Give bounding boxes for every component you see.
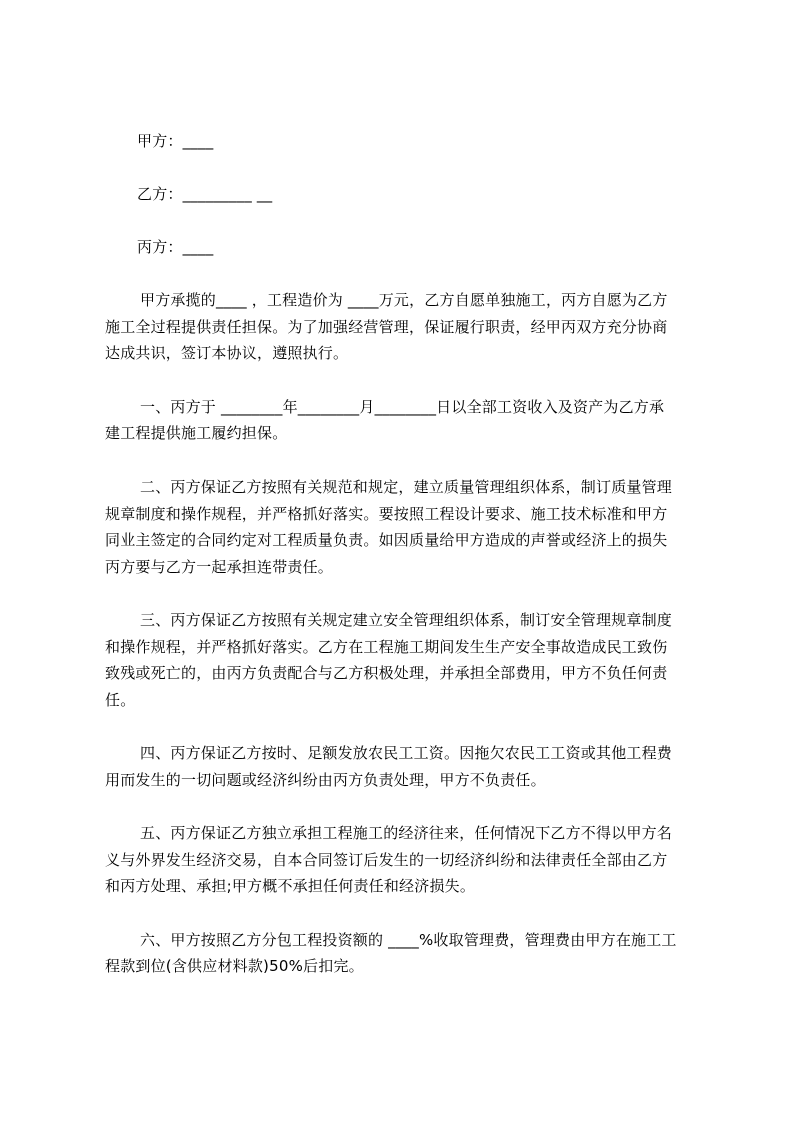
clause-5-line: 和丙方处理、承担;甲方概不承担任何责任和经济损失。: [105, 877, 476, 895]
clause-3-line: 和操作规程，并严格抓好落实。乙方在工程施工期间发生生产安全事故造成民工致伤: [105, 638, 668, 656]
paragraph-preamble-line: 施工全过程提供责任担保。为了加强经营管理，保证履行职责，经甲丙双方充分协商: [105, 318, 668, 336]
paragraph-preamble-line: 达成共识，签订本协议，遵照执行。: [105, 344, 349, 362]
clause-5-line: 五、丙方保证乙方独立承担工程施工的经济往来，任何情况下乙方不得以甲方名: [140, 824, 673, 842]
clause-2-line: 同业主签定的合同约定对工程质量负责。如因质量给甲方造成的声誉或经济上的损失: [105, 531, 668, 549]
clause-2-line: 规章制度和操作规程，并严格抓好落实。要按照工程设计要求、施工技术标准和甲方: [105, 505, 668, 523]
paragraph-preamble-line: 甲方承揽的____ ，工程造价为 ____万元，乙方自愿单独施工，丙方自愿为乙方: [140, 291, 668, 309]
clause-2-line: 丙方要与乙方一起承担连带责任。: [105, 558, 334, 576]
party-c-line: 丙方：____: [137, 238, 214, 256]
party-a-line: 甲方：____: [137, 132, 214, 150]
clause-1-line: 一、丙方于 ________年________月________日以全部工资收入及资产为乙方承: [140, 398, 665, 416]
clause-2-line: 二、丙方保证乙方按照有关规范和规定，建立质量管理组织体系，制订质量管理: [140, 478, 673, 496]
clause-3-line: 任。: [105, 691, 136, 709]
clause-6-line: 六、甲方按照乙方分包工程投资额的 ____%收取管理费，管理费由甲方在施工工: [140, 931, 677, 949]
clause-4-line: 四、丙方保证乙方按时、足额发放农民工工资。因拖欠农民工工资或其他工程费: [140, 744, 673, 762]
clause-4-line: 用而发生的一切问题或经济纠纷由丙方负责处理，甲方不负责任。: [105, 771, 546, 789]
clause-6-line: 程款到位(含供应材料款)50%后扣完。: [105, 957, 364, 975]
party-b-line: 乙方：_________ __: [137, 185, 273, 203]
clause-1-line: 建工程提供施工履约担保。: [105, 424, 288, 442]
clause-3-line: 三、丙方保证乙方按照有关规定建立安全管理组织体系，制订安全管理规章制度: [140, 611, 673, 629]
clause-5-line: 义与外界发生经济交易，自本合同签订后发生的一切经济纠纷和法律责任全部由乙方: [105, 851, 668, 869]
clause-3-line: 致残或死亡的，由丙方负责配合与乙方积极处理，并承担全部费用，甲方不负任何责: [105, 664, 668, 682]
